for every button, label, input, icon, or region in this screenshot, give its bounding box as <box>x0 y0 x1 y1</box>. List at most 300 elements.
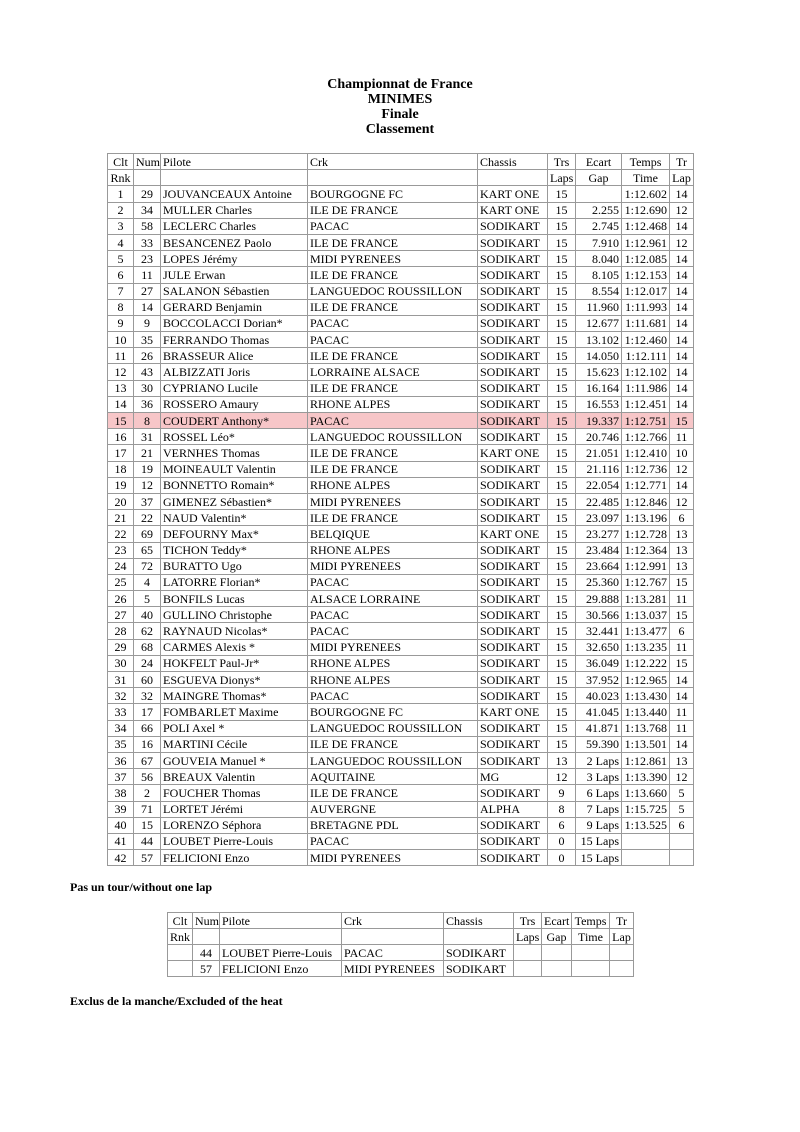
cell-num: 34 <box>134 202 161 218</box>
cell-club: PACAC <box>308 623 478 639</box>
title-line-4: Classement <box>365 122 435 137</box>
cell-gap: 16.164 <box>576 380 622 396</box>
cell-pilot: ALBIZZATI Joris <box>161 364 308 380</box>
cell-num: 62 <box>134 623 161 639</box>
cell-club: RHONE ALPES <box>308 655 478 671</box>
cell-num: 68 <box>134 639 161 655</box>
cell-club: BELQIQUE <box>308 526 478 542</box>
header-club <box>308 170 478 186</box>
cell-chassis: SODIKART <box>478 348 548 364</box>
cell-best-lap <box>670 833 694 849</box>
header-best-lap: Lap <box>610 929 634 945</box>
cell-num: 29 <box>134 186 161 202</box>
cell-best-lap: 13 <box>670 526 694 542</box>
cell-rank: 17 <box>108 445 134 461</box>
cell-chassis: SODIKART <box>478 688 548 704</box>
header-num <box>134 170 161 186</box>
cell-time: 1:11.986 <box>622 380 670 396</box>
cell-club: LANGUEDOC ROUSSILLON <box>308 720 478 736</box>
cell-laps: 15 <box>548 461 576 477</box>
result-row <box>108 234 694 250</box>
cell-club: MIDI PYRENEES <box>308 251 478 267</box>
cell-time: 1:13.281 <box>622 591 670 607</box>
cell-club: ILE DE FRANCE <box>308 785 478 801</box>
cell-gap: 15 Laps <box>576 833 622 849</box>
cell-chassis: SODIKART <box>478 591 548 607</box>
cell-club: PACAC <box>308 332 478 348</box>
cell-time: 1:12.965 <box>622 672 670 688</box>
cell-num: 43 <box>134 364 161 380</box>
header-pilot <box>161 170 308 186</box>
result-row <box>108 736 694 752</box>
cell-time: 1:13.501 <box>622 736 670 752</box>
cell-pilot: LATORRE Florian* <box>161 574 308 590</box>
cell-gap: 9 Laps <box>576 817 622 833</box>
cell-rank: 37 <box>108 769 134 785</box>
cell-chassis: SODIKART <box>478 413 548 429</box>
cell-laps: 15 <box>548 510 576 526</box>
cell-rank: 41 <box>108 833 134 849</box>
cell-num: 15 <box>134 817 161 833</box>
cell-chassis: SODIKART <box>478 850 548 866</box>
cell-pilot: LORENZO Séphora <box>161 817 308 833</box>
cell-best-lap: 5 <box>670 785 694 801</box>
cell-num: 14 <box>134 299 161 315</box>
cell-pilot: POLI Axel * <box>161 720 308 736</box>
cell-time: 1:12.736 <box>622 461 670 477</box>
header-best-lap: Tr <box>610 913 634 929</box>
cell-gap: 37.952 <box>576 672 622 688</box>
header-laps: Trs <box>514 913 542 929</box>
cell-laps: 15 <box>548 380 576 396</box>
cell-time: 1:12.728 <box>622 526 670 542</box>
cell-chassis: SODIKART <box>478 833 548 849</box>
cell-num: 58 <box>134 218 161 234</box>
cell-chassis: SODIKART <box>478 510 548 526</box>
cell-rank: 10 <box>108 332 134 348</box>
cell-best-lap <box>610 945 634 961</box>
result-row <box>108 607 694 623</box>
cell-pilot: BURATTO Ugo <box>161 558 308 574</box>
cell-laps: 15 <box>548 672 576 688</box>
cell-time: 1:13.235 <box>622 639 670 655</box>
cell-best-lap: 13 <box>670 558 694 574</box>
result-row <box>108 623 694 639</box>
cell-laps: 8 <box>548 801 576 817</box>
result-row <box>108 429 694 445</box>
cell-pilot: RAYNAUD Nicolas* <box>161 623 308 639</box>
cell-pilot: BESANCENEZ Paolo <box>161 234 308 250</box>
cell-club: PACAC <box>308 607 478 623</box>
no-lap-table <box>167 912 634 977</box>
cell-num: 65 <box>134 542 161 558</box>
result-row <box>108 591 694 607</box>
cell-gap: 7 Laps <box>576 801 622 817</box>
cell-rank: 19 <box>108 477 134 493</box>
cell-chassis: MG <box>478 769 548 785</box>
header-best-lap: Lap <box>670 170 694 186</box>
result-row <box>108 251 694 267</box>
cell-best-lap: 11 <box>670 720 694 736</box>
cell-pilot: GOUVEIA Manuel * <box>161 752 308 768</box>
cell-num: 60 <box>134 672 161 688</box>
cell-chassis: SODIKART <box>478 785 548 801</box>
cell-club: MIDI PYRENEES <box>308 493 478 509</box>
cell-time: 1:13.660 <box>622 785 670 801</box>
cell-club: LORRAINE ALSACE <box>308 364 478 380</box>
header-rank: Clt <box>168 913 193 929</box>
cell-time: 1:13.477 <box>622 623 670 639</box>
cell-chassis: SODIKART <box>478 267 548 283</box>
cell-best-lap: 11 <box>670 591 694 607</box>
cell-laps: 15 <box>548 445 576 461</box>
cell-club: LANGUEDOC ROUSSILLON <box>308 283 478 299</box>
cell-rank: 39 <box>108 801 134 817</box>
cell-gap: 21.116 <box>576 461 622 477</box>
cell-club: BOURGOGNE FC <box>308 186 478 202</box>
cell-num: 21 <box>134 445 161 461</box>
result-row <box>108 704 694 720</box>
cell-chassis: SODIKART <box>478 283 548 299</box>
cell-num: 66 <box>134 720 161 736</box>
cell-time: 1:12.602 <box>622 186 670 202</box>
cell-rank: 15 <box>108 413 134 429</box>
cell-time: 1:11.993 <box>622 299 670 315</box>
cell-best-lap: 6 <box>670 623 694 639</box>
cell-gap: 21.051 <box>576 445 622 461</box>
cell-club: RHONE ALPES <box>308 396 478 412</box>
cell-club: ILE DE FRANCE <box>308 202 478 218</box>
header-gap: Gap <box>542 929 572 945</box>
cell-laps: 15 <box>548 202 576 218</box>
cell-gap: 19.337 <box>576 413 622 429</box>
cell-gap: 30.566 <box>576 607 622 623</box>
cell-time: 1:13.440 <box>622 704 670 720</box>
cell-num: 35 <box>134 332 161 348</box>
cell-best-lap: 11 <box>670 704 694 720</box>
cell-laps: 15 <box>548 623 576 639</box>
result-row <box>108 833 694 849</box>
cell-gap: 2 Laps <box>576 752 622 768</box>
cell-chassis: SODIKART <box>478 461 548 477</box>
cell-rank: 20 <box>108 493 134 509</box>
header-chassis: Chassis <box>444 913 514 929</box>
cell-best-lap: 14 <box>670 251 694 267</box>
cell-num: 69 <box>134 526 161 542</box>
cell-gap: 32.441 <box>576 623 622 639</box>
cell-rank: 38 <box>108 785 134 801</box>
cell-pilot: LECLERC Charles <box>161 218 308 234</box>
cell-rank: 33 <box>108 704 134 720</box>
header-chassis: Chassis <box>478 154 548 170</box>
cell-club: AUVERGNE <box>308 801 478 817</box>
cell-rank: 3 <box>108 218 134 234</box>
cell-time: 1:13.037 <box>622 607 670 623</box>
cell-gap: 36.049 <box>576 655 622 671</box>
result-row <box>108 850 694 866</box>
cell-best-lap: 14 <box>670 396 694 412</box>
result-row <box>108 688 694 704</box>
cell-club: ILE DE FRANCE <box>308 299 478 315</box>
cell-chassis: SODIKART <box>478 542 548 558</box>
cell-best-lap: 15 <box>670 413 694 429</box>
cell-laps: 15 <box>548 332 576 348</box>
cell-rank: 27 <box>108 607 134 623</box>
cell-best-lap: 12 <box>670 493 694 509</box>
cell-pilot: LOUBET Pierre-Louis <box>220 945 342 961</box>
cell-num: 44 <box>193 945 220 961</box>
cell-rank: 4 <box>108 234 134 250</box>
header-rank: Rnk <box>168 929 193 945</box>
cell-laps: 15 <box>548 234 576 250</box>
header-time: Temps <box>572 913 610 929</box>
cell-num: 44 <box>134 833 161 849</box>
result-row <box>108 639 694 655</box>
header-club: Crk <box>308 154 478 170</box>
cell-time: 1:13.430 <box>622 688 670 704</box>
cell-laps: 15 <box>548 639 576 655</box>
cell-gap <box>542 945 572 961</box>
cell-gap: 22.485 <box>576 493 622 509</box>
title-line-2: MINIMES <box>367 92 433 107</box>
cell-rank: 29 <box>108 639 134 655</box>
cell-club: BOURGOGNE FC <box>308 704 478 720</box>
cell-time: 1:12.085 <box>622 251 670 267</box>
cell-rank: 28 <box>108 623 134 639</box>
section-excluded-heading: Exclus de la manche/Excluded of the heat <box>70 994 283 1008</box>
cell-laps: 15 <box>548 299 576 315</box>
cell-best-lap: 12 <box>670 769 694 785</box>
header-pilot: Pilote <box>161 154 308 170</box>
result-row <box>108 218 694 234</box>
cell-time: 1:12.410 <box>622 445 670 461</box>
result-row <box>108 364 694 380</box>
result-row <box>108 348 694 364</box>
cell-num: 33 <box>134 234 161 250</box>
cell-rank: 32 <box>108 688 134 704</box>
cell-num: 30 <box>134 380 161 396</box>
cell-rank: 42 <box>108 850 134 866</box>
cell-num: 8 <box>134 413 161 429</box>
section-no-lap-heading: Pas un tour/without one lap <box>70 880 213 894</box>
cell-laps <box>514 945 542 961</box>
cell-num: 71 <box>134 801 161 817</box>
cell-best-lap: 14 <box>670 299 694 315</box>
cell-time: 1:15.725 <box>622 801 670 817</box>
cell-time: 1:13.196 <box>622 510 670 526</box>
cell-best-lap: 14 <box>670 688 694 704</box>
cell-num: 5 <box>134 591 161 607</box>
cell-club: BRETAGNE PDL <box>308 817 478 833</box>
cell-chassis: SODIKART <box>478 623 548 639</box>
cell-chassis: KART ONE <box>478 704 548 720</box>
cell-num: 17 <box>134 704 161 720</box>
cell-laps: 15 <box>548 542 576 558</box>
cell-rank: 5 <box>108 251 134 267</box>
cell-pilot: FOUCHER Thomas <box>161 785 308 801</box>
cell-chassis: SODIKART <box>478 493 548 509</box>
cell-gap: 8.554 <box>576 283 622 299</box>
cell-club: MIDI PYRENEES <box>342 961 444 977</box>
cell-chassis: KART ONE <box>478 202 548 218</box>
cell-gap: 20.746 <box>576 429 622 445</box>
cell-pilot: ROSSERO Amaury <box>161 396 308 412</box>
cell-gap: 32.650 <box>576 639 622 655</box>
cell-rank: 22 <box>108 526 134 542</box>
cell-num: 40 <box>134 607 161 623</box>
cell-club: ILE DE FRANCE <box>308 348 478 364</box>
cell-pilot: LOPES Jérémy <box>161 251 308 267</box>
cell-rank: 2 <box>108 202 134 218</box>
cell-chassis: SODIKART <box>478 752 548 768</box>
cell-best-lap: 14 <box>670 672 694 688</box>
cell-chassis: SODIKART <box>478 607 548 623</box>
cell-chassis: SODIKART <box>478 574 548 590</box>
cell-num: 19 <box>134 461 161 477</box>
cell-chassis: SODIKART <box>478 234 548 250</box>
cell-pilot: GIMENEZ Sébastien* <box>161 493 308 509</box>
cell-chassis: SODIKART <box>478 558 548 574</box>
cell-gap: 15.623 <box>576 364 622 380</box>
cell-num: 23 <box>134 251 161 267</box>
cell-time: 1:13.768 <box>622 720 670 736</box>
cell-gap: 6 Laps <box>576 785 622 801</box>
header-num: Num <box>134 154 161 170</box>
cell-laps: 15 <box>548 607 576 623</box>
cell-time: 1:13.525 <box>622 817 670 833</box>
cell-chassis: SODIKART <box>478 817 548 833</box>
title-line-1: Championnat de France <box>327 77 473 92</box>
cell-chassis: SODIKART <box>478 396 548 412</box>
result-row <box>108 299 694 315</box>
header-laps: Laps <box>548 170 576 186</box>
cell-gap: 12.677 <box>576 315 622 331</box>
cell-num: 22 <box>134 510 161 526</box>
cell-best-lap: 14 <box>670 218 694 234</box>
cell-gap: 2.255 <box>576 202 622 218</box>
cell-chassis: SODIKART <box>478 477 548 493</box>
cell-time: 1:12.846 <box>622 493 670 509</box>
cell-chassis: SODIKART <box>478 672 548 688</box>
cell-num: 24 <box>134 655 161 671</box>
header-best-lap: Tr <box>670 154 694 170</box>
cell-rank: 40 <box>108 817 134 833</box>
header-gap: Ecart <box>576 154 622 170</box>
cell-gap: 25.360 <box>576 574 622 590</box>
cell-pilot: SALANON Sébastien <box>161 283 308 299</box>
cell-best-lap: 5 <box>670 801 694 817</box>
cell-rank: 14 <box>108 396 134 412</box>
cell-laps: 15 <box>548 688 576 704</box>
cell-rank: 11 <box>108 348 134 364</box>
cell-laps: 15 <box>548 396 576 412</box>
cell-time: 1:12.751 <box>622 413 670 429</box>
result-row <box>108 380 694 396</box>
cell-laps: 15 <box>548 574 576 590</box>
result-row <box>108 477 694 493</box>
title-line-3: Finale <box>381 107 419 122</box>
cell-best-lap: 13 <box>670 752 694 768</box>
cell-pilot: GULLINO Christophe <box>161 607 308 623</box>
cell-club: ILE DE FRANCE <box>308 461 478 477</box>
cell-pilot: ROSSEL Léo* <box>161 429 308 445</box>
result-row <box>108 801 694 817</box>
cell-pilot: CYPRIANO Lucile <box>161 380 308 396</box>
cell-laps: 15 <box>548 736 576 752</box>
cell-rank: 36 <box>108 752 134 768</box>
cell-laps: 15 <box>548 655 576 671</box>
cell-rank: 1 <box>108 186 134 202</box>
cell-club: PACAC <box>308 218 478 234</box>
cell-chassis: SODIKART <box>478 380 548 396</box>
cell-club: PACAC <box>308 688 478 704</box>
cell-gap: 22.054 <box>576 477 622 493</box>
cell-time: 1:12.364 <box>622 542 670 558</box>
header-gap: Gap <box>576 170 622 186</box>
cell-chassis: SODIKART <box>478 736 548 752</box>
cell-gap: 14.050 <box>576 348 622 364</box>
cell-laps: 15 <box>548 315 576 331</box>
result-row <box>108 785 694 801</box>
header-num: Num <box>193 913 220 929</box>
cell-club: LANGUEDOC ROUSSILLON <box>308 429 478 445</box>
result-row <box>108 445 694 461</box>
cell-gap: 7.910 <box>576 234 622 250</box>
cell-num: 16 <box>134 736 161 752</box>
result-row <box>108 283 694 299</box>
cell-chassis: SODIKART <box>478 429 548 445</box>
cell-pilot: BONNETTO Romain* <box>161 477 308 493</box>
cell-num: 27 <box>134 283 161 299</box>
cell-pilot: VERNHES Thomas <box>161 445 308 461</box>
cell-rank: 7 <box>108 283 134 299</box>
cell-laps: 15 <box>548 477 576 493</box>
cell-rank: 16 <box>108 429 134 445</box>
cell-laps: 15 <box>548 186 576 202</box>
cell-time: 1:12.460 <box>622 332 670 348</box>
cell-num: 57 <box>193 961 220 977</box>
header-laps: Laps <box>514 929 542 945</box>
cell-laps: 15 <box>548 720 576 736</box>
result-row <box>108 396 694 412</box>
cell-club: PACAC <box>308 833 478 849</box>
cell-gap: 16.553 <box>576 396 622 412</box>
cell-gap: 23.097 <box>576 510 622 526</box>
cell-pilot: CARMES Alexis * <box>161 639 308 655</box>
cell-time <box>572 961 610 977</box>
cell-best-lap: 15 <box>670 607 694 623</box>
header-chassis <box>478 170 548 186</box>
cell-gap <box>576 186 622 202</box>
cell-laps: 15 <box>548 429 576 445</box>
cell-chassis: KART ONE <box>478 445 548 461</box>
cell-best-lap: 11 <box>670 639 694 655</box>
header-time: Time <box>622 170 670 186</box>
cell-club: RHONE ALPES <box>308 542 478 558</box>
cell-best-lap: 14 <box>670 283 694 299</box>
cell-chassis: KART ONE <box>478 526 548 542</box>
cell-laps: 15 <box>548 493 576 509</box>
cell-pilot: MULLER Charles <box>161 202 308 218</box>
cell-pilot: FERRANDO Thomas <box>161 332 308 348</box>
cell-pilot: JOUVANCEAUX Antoine <box>161 186 308 202</box>
cell-pilot: HOKFELT Paul-Jr* <box>161 655 308 671</box>
cell-pilot: MARTINI Cécile <box>161 736 308 752</box>
cell-chassis: SODIKART <box>478 299 548 315</box>
cell-rank: 12 <box>108 364 134 380</box>
cell-num: 36 <box>134 396 161 412</box>
cell-rank: 31 <box>108 672 134 688</box>
